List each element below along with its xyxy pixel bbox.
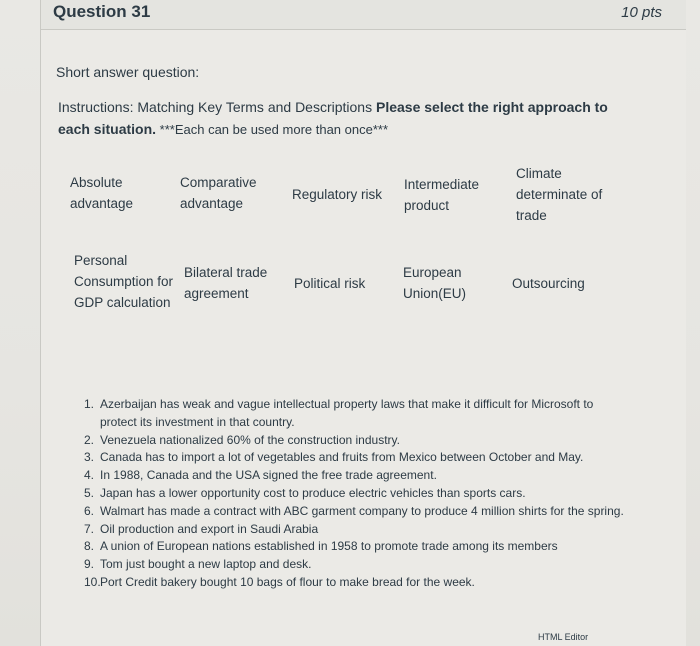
list-item-text: Tom just bought a new laptop and desk. bbox=[100, 557, 312, 572]
list-item bbox=[84, 574, 624, 592]
term-line: Intermediate bbox=[404, 177, 480, 192]
list-item bbox=[84, 467, 624, 485]
term-line: Climate bbox=[516, 166, 562, 181]
list-item-number: 4. bbox=[84, 468, 95, 483]
list-item-text: Oil production and export in Saudi Arabia bbox=[100, 521, 319, 536]
term-line: Regulatory risk bbox=[292, 187, 383, 202]
term-line: Union(EU) bbox=[403, 286, 467, 301]
term-line: Consumption for bbox=[74, 274, 174, 289]
question-subtitle: Short answer question: bbox=[56, 64, 200, 80]
list-item-number: 6. bbox=[84, 503, 95, 518]
list-item-text: Venezuela nationalized 60% of the construction industry. bbox=[100, 432, 400, 447]
list-item bbox=[84, 503, 624, 521]
list-item-number: 7. bbox=[84, 521, 95, 536]
list-item bbox=[84, 396, 624, 432]
term-absolute-advantage bbox=[70, 172, 133, 214]
list-item bbox=[84, 485, 624, 503]
term-european-union bbox=[403, 262, 466, 304]
list-item-text: In 1988, Canada and the USA signed the free trade agreement. bbox=[100, 468, 437, 483]
term-political-risk bbox=[294, 273, 365, 294]
term-line: European bbox=[403, 265, 462, 280]
term-line: advantage bbox=[180, 196, 244, 211]
term-bilateral-trade bbox=[184, 262, 267, 304]
html-editor-link[interactable]: HTML Editor bbox=[538, 632, 589, 642]
term-regulatory-risk bbox=[292, 184, 382, 205]
term-line: Outsourcing bbox=[512, 276, 585, 291]
term-outsourcing bbox=[512, 273, 585, 294]
list-item-number: 2. bbox=[84, 432, 95, 447]
question-header bbox=[40, 0, 686, 30]
term-climate-determinate bbox=[516, 163, 602, 226]
term-line: agreement bbox=[184, 286, 249, 301]
list-item-number: 1. bbox=[84, 397, 95, 411]
list-item-number: 5. bbox=[84, 485, 95, 500]
term-line: Personal bbox=[74, 253, 128, 268]
list-item bbox=[84, 521, 624, 539]
list-item-text: A union of European nations established in 1958 to promote trade among its members bbox=[100, 539, 558, 554]
term-line: advantage bbox=[70, 196, 134, 211]
term-line: GDP calculation bbox=[74, 295, 171, 310]
list-item-number: 8. bbox=[84, 539, 95, 554]
list-item-text: Japan has a lower opportunity cost to produce electric vehicles than sports cars. bbox=[100, 485, 526, 500]
term-line: Absolute bbox=[70, 175, 123, 190]
term-intermediate-product bbox=[404, 174, 479, 216]
term-line: Comparative bbox=[180, 175, 257, 190]
list-item bbox=[84, 432, 624, 450]
term-line: product bbox=[404, 198, 450, 213]
list-item bbox=[84, 556, 624, 574]
term-line: determinate of bbox=[516, 187, 603, 202]
term-line: trade bbox=[516, 208, 547, 223]
list-item-text: Canada has to import a lot of vegetables and fruits from Mexico between October and May. bbox=[100, 450, 584, 465]
term-line: Political risk bbox=[294, 276, 366, 291]
instructions-prefix: Instructions: Matching Key Terms and Descriptions bbox=[58, 99, 376, 115]
list-item-text: Walmart has made a contract with ABC garment company to produce 4 million shirts for the spring. bbox=[100, 503, 624, 518]
instructions-bold: Please select the right approach to each situation. bbox=[58, 99, 608, 137]
situations-list bbox=[84, 396, 624, 592]
instructions-note: ***Each can be used more than once*** bbox=[156, 122, 389, 137]
term-comparative-advantage bbox=[180, 172, 257, 214]
instructions bbox=[58, 96, 638, 141]
list-item-text: Azerbaijan has weak and vague intellectual property laws that make it difficult for Microsoft to protect its investment in that country. bbox=[100, 397, 594, 429]
question-title: Question 31 bbox=[53, 2, 151, 21]
list-item bbox=[84, 538, 624, 556]
term-personal-consumption bbox=[74, 250, 173, 313]
question-points: 10 pts bbox=[621, 4, 662, 21]
list-item-number: 3. bbox=[84, 450, 95, 465]
list-item-number: 9. bbox=[84, 557, 95, 572]
list-item-text: Port Credit bakery bought 10 bags of flour to make bread for the week. bbox=[100, 574, 475, 589]
term-line: Bilateral trade bbox=[184, 265, 268, 280]
list-item bbox=[84, 449, 624, 467]
list-item-number: 10. bbox=[84, 574, 101, 589]
